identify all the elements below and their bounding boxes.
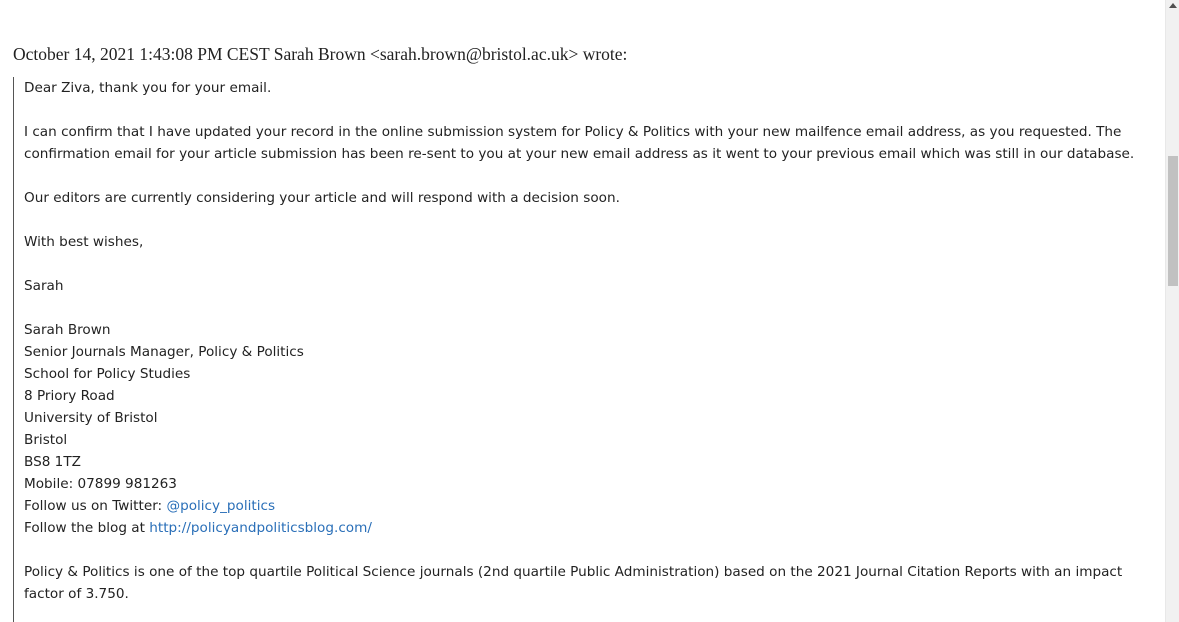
- quoted-message-block: [13, 77, 1153, 622]
- signature-university: University of Bristol: [24, 410, 158, 426]
- scrollbar-thumb[interactable]: [1168, 156, 1178, 286]
- signature-blog-line: [24, 517, 1153, 539]
- vertical-scrollbar[interactable]: [1165, 0, 1179, 622]
- greeting: Dear Ziva, thank you for your email.: [24, 80, 272, 96]
- body-paragraph-2: Our editors are currently considering your article and will respond with a decision soon.: [24, 190, 620, 206]
- sender-first-name: Sarah: [24, 278, 64, 294]
- signature-city: Bristol: [24, 432, 68, 448]
- blog-link[interactable]: http://policyandpoliticsblog.com/: [149, 520, 372, 536]
- scroll-up-arrow-icon[interactable]: [1169, 3, 1177, 8]
- blog-prefix: Follow the blog at: [24, 520, 150, 536]
- twitter-prefix: Follow us on Twitter:: [24, 498, 167, 514]
- email-signature: [24, 319, 1153, 539]
- signature-title: Senior Journals Manager, Policy & Politics: [24, 344, 304, 360]
- signature-name: Sarah Brown: [24, 322, 111, 338]
- quoted-message-header: October 14, 2021 1:43:08 PM CEST Sarah Brown <sarah.brown@bristol.ac.uk> wrote:: [13, 44, 628, 64]
- signature-postcode: BS8 1TZ: [24, 454, 81, 470]
- signature-mobile: Mobile: 07899 981263: [24, 476, 177, 492]
- footer-paragraph: Policy & Politics is one of the top quartile Political Science journals (2nd quartile Public Administration) based on the 2021 Journal Citation Reports with an impact factor of 3.750.: [24, 564, 1123, 602]
- body-paragraph-1: I can confirm that I have updated your record in the online submission system for Policy & Politics with your new mailfence email address, as you requested. The confirmation email for your article submission has been re-sent to you at your new email address as it went to your previous email which was still in our database.: [24, 124, 1135, 162]
- signature-twitter-line: [24, 495, 1153, 517]
- signature-department: School for Policy Studies: [24, 366, 191, 382]
- closing: With best wishes,: [24, 234, 144, 250]
- twitter-link[interactable]: @policy_politics: [166, 498, 276, 514]
- signature-street: 8 Priory Road: [24, 388, 115, 404]
